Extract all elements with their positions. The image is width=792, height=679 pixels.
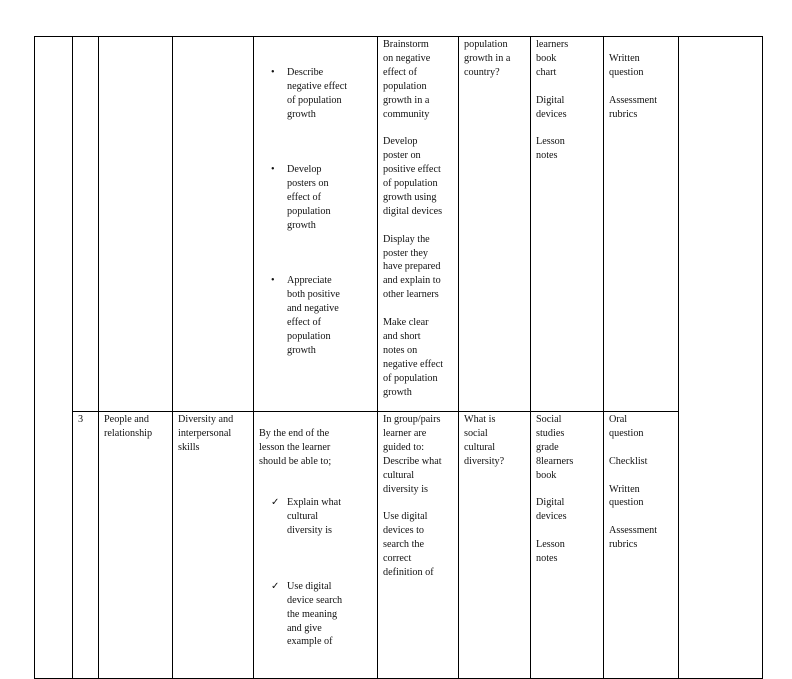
resources-cell [531, 412, 604, 679]
lesson-cell [73, 37, 99, 412]
experience-text: Make clear and short notes on negative effect of population growth [383, 317, 444, 398]
sub-strand-cell [173, 37, 254, 412]
experience-text: In group/pairs learner are guided to: Describe what cultural diversity is [383, 414, 442, 495]
experience-text: Brainstorm on negative effect of population growth in a community [383, 39, 431, 120]
assessment-text: Written question [609, 52, 644, 78]
resource-text: Lesson notes [536, 539, 565, 565]
outcome-text: Explain what cultural diversity is [287, 497, 342, 537]
check-icon: ✓ [271, 497, 280, 509]
inquiry-question-cell: What is social cultural diversity? [459, 412, 531, 679]
list-item [259, 274, 372, 357]
experience-text: Use digital devices to search the correct definition of [383, 511, 434, 578]
assessment-text: Oral question [609, 414, 644, 439]
experience-text: Display the poster they have prepared and explain to other learners [383, 233, 441, 301]
outcomes-intro: By the end of the lesson the learner should be able to; [259, 427, 332, 467]
lesson-cell: 3 [73, 412, 99, 679]
list-item [259, 66, 372, 122]
strand-cell: People and relationship [99, 412, 173, 679]
assessment-cell [604, 412, 679, 679]
outcome-text: Appreciate both positive and negative effect of population growth [287, 275, 340, 356]
sub-strand-cell: Diversity and interpersonal skills [173, 412, 254, 679]
strand-cell [99, 37, 173, 412]
resource-text: learners book chart [536, 39, 569, 78]
assessment-text: Assessment rubrics [609, 94, 658, 120]
learning-outcomes-cell [254, 37, 378, 412]
resource-text: Lesson notes [536, 136, 565, 162]
resource-text: Digital devices [536, 94, 567, 120]
outcome-text: Use digital device search the meaning and give example of [287, 580, 343, 648]
assessment-text: Checklist [609, 455, 648, 467]
table-row [35, 412, 763, 679]
inquiry-question-cell: population growth in a country? [459, 37, 531, 412]
resources-cell [531, 37, 604, 412]
learning-outcomes-cell [254, 412, 378, 679]
bullet-icon: • [271, 66, 275, 78]
outcome-text: Develop posters on effect of population growth [287, 164, 331, 231]
check-icon: ✓ [271, 580, 280, 592]
learning-experiences-cell [378, 37, 459, 412]
experience-text: Develop poster on positive effect of population growth using digital devices [383, 136, 443, 217]
assessment-cell [604, 37, 679, 412]
list-item [259, 580, 372, 650]
list-item [259, 163, 372, 233]
week-cell [35, 37, 73, 679]
learning-experiences-cell [378, 412, 459, 679]
assessment-text: Written question [609, 483, 644, 509]
bullet-icon: • [271, 164, 275, 176]
assessment-text: Assessment rubrics [609, 525, 658, 551]
scheme-of-work-table [34, 36, 763, 679]
resource-text: Social studies grade 8learners book [536, 414, 574, 481]
remarks-cell [679, 37, 763, 679]
bullet-icon: • [271, 275, 275, 287]
resource-text: Digital devices [536, 497, 567, 523]
outcome-text: Describe negative effect of population growth [287, 66, 348, 120]
list-item [259, 496, 372, 538]
table-row [35, 37, 763, 412]
